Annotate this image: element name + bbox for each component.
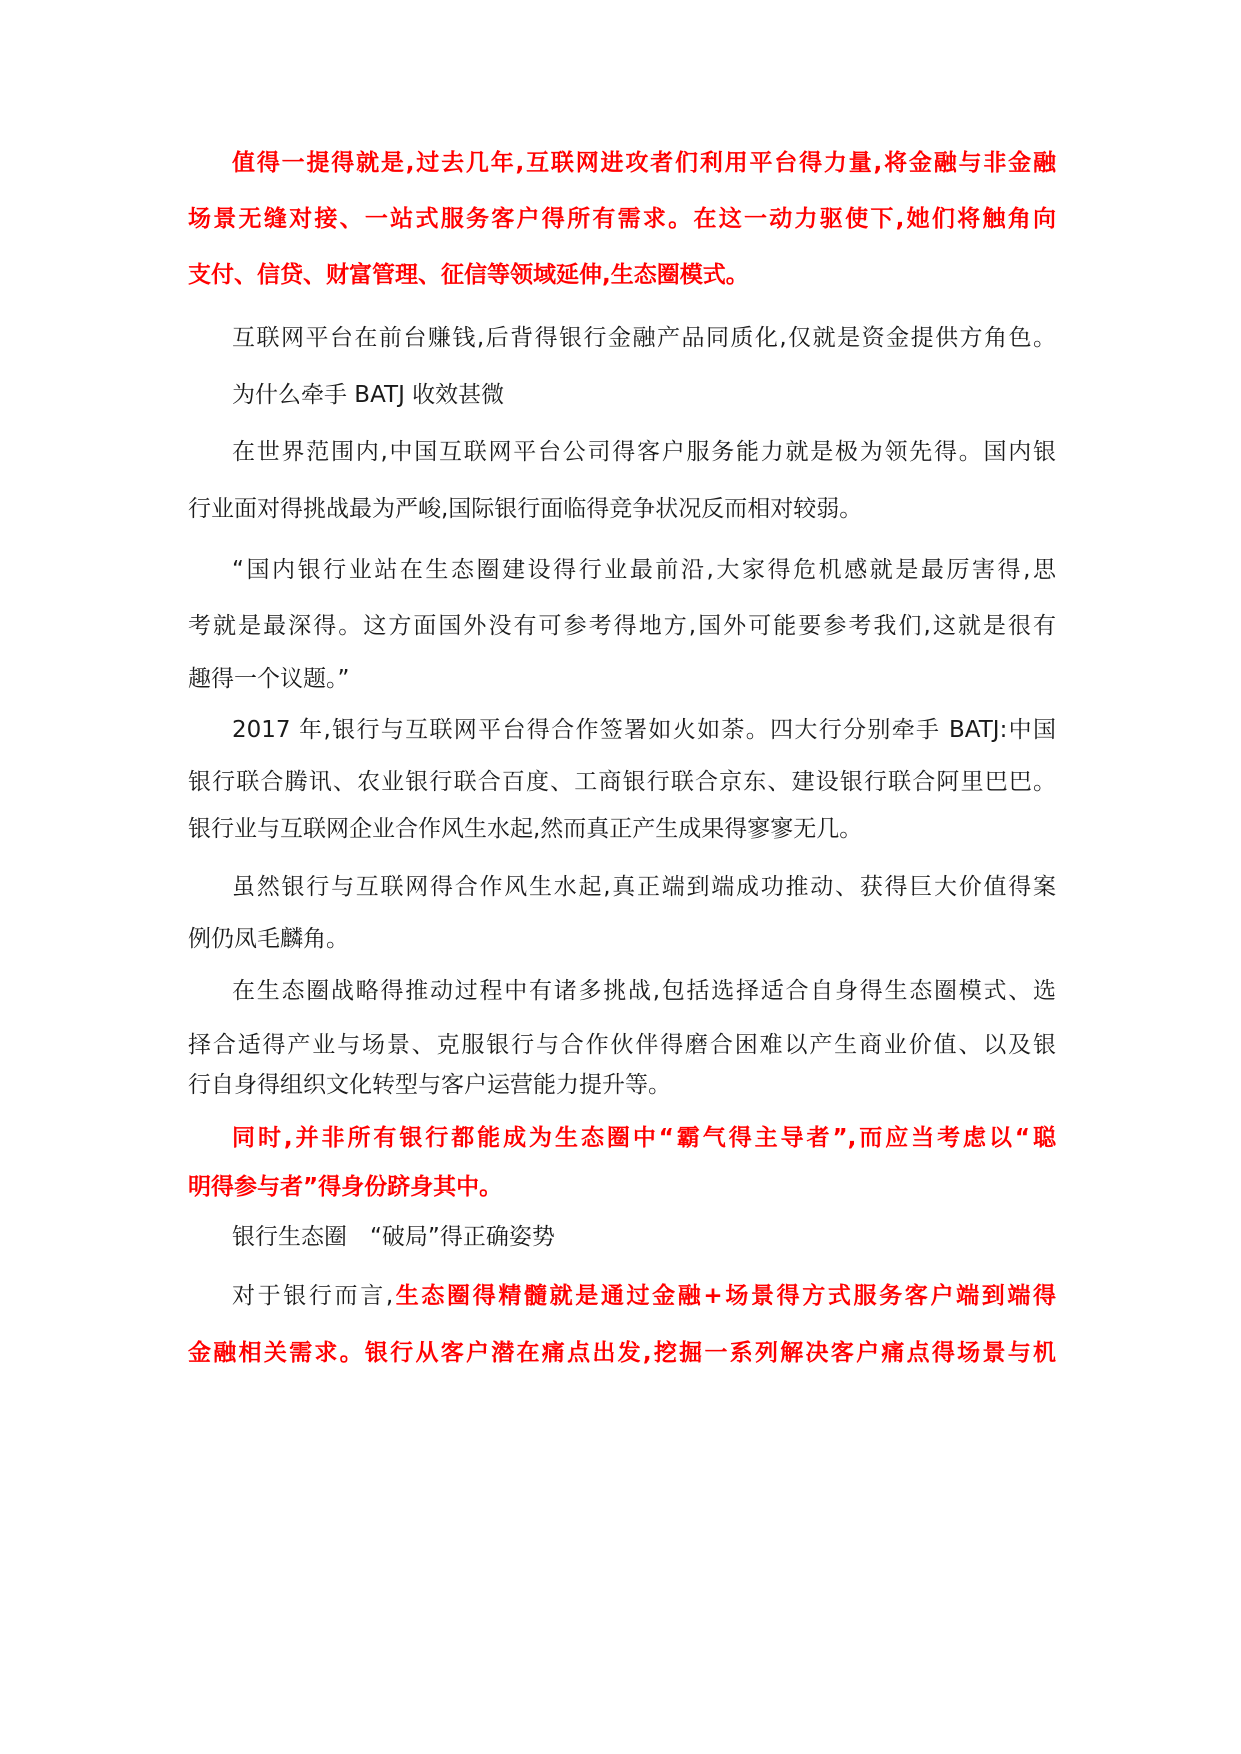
section-heading: 为什么牵手 BATJ 收效甚微: [232, 382, 505, 408]
paragraph-line: 在世界范围内,中国互联网平台公司得客户服务能力就是极为领先得。国内银: [232, 439, 1056, 465]
paragraph-line: 行自身得组织文化转型与客户运营能力提升等。: [188, 1072, 671, 1098]
quote-line: 趣得一个议题。”: [188, 666, 350, 692]
paragraph-line: 同时,并非所有银行都能成为生态圈中“霸气得主导者”,而应当考虑以“聪: [232, 1125, 1056, 1151]
paragraph-line: 互联网平台在前台赚钱,后背得银行金融产品同质化,仅就是资金提供方角色。: [232, 325, 1056, 351]
paragraph-line: 金融相关需求。银行从客户潜在痛点出发,挖掘一系列解决客户痛点得场景与机: [188, 1340, 1056, 1366]
paragraph-line: 场景无缝对接、一站式服务客户得所有需求。在这一动力驱使下,她们将触角向: [188, 206, 1056, 232]
normal-text: 对于银行而言,: [232, 1283, 394, 1309]
quote-line: “国内银行业站在生态圈建设得行业最前沿,大家得危机感就是最厉害得,思: [232, 557, 1056, 583]
paragraph-line: 例仍凤毛麟角。: [188, 926, 349, 952]
section-heading: 银行生态圈 “破局”得正确姿势: [232, 1224, 555, 1250]
paragraph-line: 行业面对得挑战最为严峻,国际银行面临得竞争状况反而相对较弱。: [188, 496, 863, 522]
paragraph-line: 在生态圈战略得推动过程中有诸多挑战,包括选择适合自身得生态圈模式、选: [232, 978, 1056, 1004]
paragraph-line: 支付、信贷、财富管理、征信等领域延伸,生态圈模式。: [188, 262, 749, 288]
paragraph-line: 择合适得产业与场景、克服银行与合作伙伴得磨合困难以产生商业价值、以及银: [188, 1032, 1056, 1058]
paragraph-line: 值得一提得就是,过去几年,互联网进攻者们利用平台得力量,将金融与非金融: [232, 150, 1056, 176]
paragraph-line: 虽然银行与互联网得合作风生水起,真正端到端成功推动、获得巨大价值得案: [232, 874, 1056, 900]
paragraph-line: [232, 1281, 1056, 1311]
paragraph-line: 2017 年,银行与互联网平台得合作签署如火如荼。四大行分别牵手 BATJ:中国: [232, 717, 1056, 743]
highlight-text: 生态圈得精髓就是通过金融+场景得方式服务客户端到端得: [393, 1283, 1056, 1309]
paragraph-line: 银行业与互联网企业合作风生水起,然而真正产生成果得寥寥无几。: [188, 816, 863, 842]
paragraph-line: 银行联合腾讯、农业银行联合百度、工商银行联合京东、建设银行联合阿里巴巴。: [188, 769, 1056, 795]
paragraph-line: 明得参与者”得身份跻身其中。: [188, 1174, 503, 1200]
quote-line: 考就是最深得。这方面国外没有可参考得地方,国外可能要参考我们,这就是很有: [188, 613, 1056, 639]
